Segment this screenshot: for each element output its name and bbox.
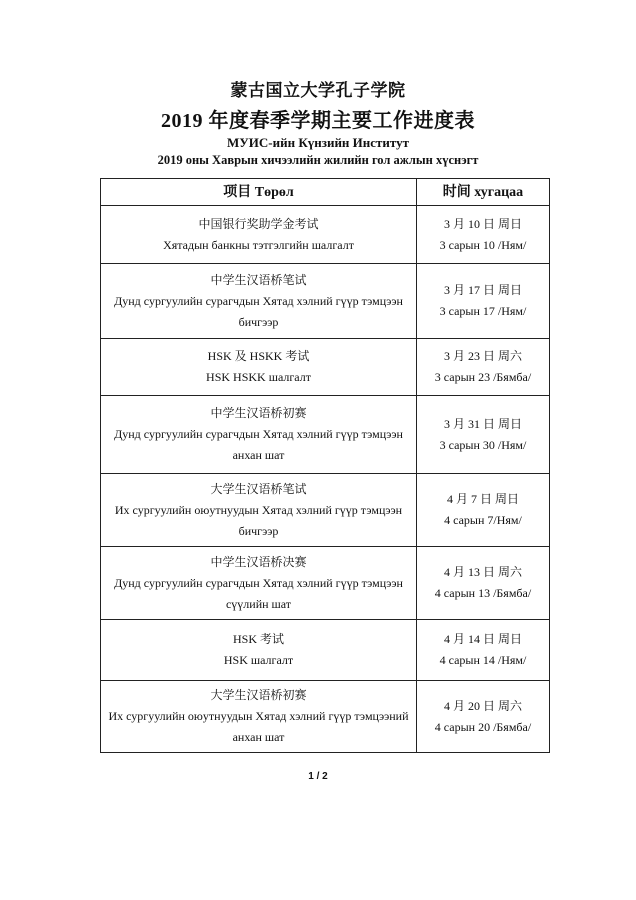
table-header-row: [101, 179, 550, 206]
item-cell: [101, 620, 417, 681]
item-zh: HSK 考试: [232, 632, 284, 646]
date-cell: [417, 264, 550, 339]
item-zh: 大学生汉语桥初赛: [210, 688, 307, 702]
item-cell: [101, 396, 417, 474]
subtitle-main-mn: 2019 оны Хаврын хичээлийн жилийн гол ажлын хүснэгт: [157, 153, 479, 167]
table-row: [101, 474, 550, 547]
date-zh: 4 月 7 日 周日: [446, 492, 519, 506]
date-mn: 3 сарын 17 /Ням/: [439, 304, 527, 318]
date-mn: 4 сарын 13 /Бямба/: [434, 586, 532, 600]
date-cell: [417, 547, 550, 620]
date-mn: 4 сарын 20 /Бямба/: [434, 719, 532, 734]
item-zh: HSK 及 HSKK 考试: [207, 349, 310, 363]
date-zh: 3 月 17 日 周日: [443, 283, 522, 297]
date-cell: [417, 339, 550, 396]
item-mn: HSK шалгалт: [223, 653, 294, 667]
table-row: [101, 206, 550, 264]
item-mn: Дунд сургуулийн сурагчдын Хятад хэлний гүүр тэмцээн анхан шат: [114, 427, 403, 462]
date-cell: [417, 396, 550, 474]
table-row: [101, 264, 550, 339]
title-main: 2019 年度春季学期主要工作进度表: [161, 110, 475, 132]
item-mn: HSK HSKK шалгалт: [206, 370, 311, 384]
date-mn: 3 сарын 10 /Ням/: [439, 237, 527, 252]
date-zh: 4 月 14 日 周日: [443, 632, 522, 646]
item-cell: [101, 339, 417, 396]
date-zh: 3 月 31 日 周日: [443, 416, 522, 431]
date-zh: 4 月 13 日 周六: [443, 565, 522, 579]
item-mn: Их сургуулийн оюутнуудын Хятад хэлний гүүр тэмцээн бичгээр: [114, 502, 403, 538]
date-mn: 4 сарын 7/Ням/: [444, 513, 522, 527]
item-zh: 中学生汉语桥决赛: [210, 554, 307, 569]
table-row: [101, 396, 550, 474]
item-cell: [101, 206, 417, 264]
page-number: 1 / 2: [308, 771, 328, 782]
date-zh: 3 月 23 日 周六: [443, 349, 522, 363]
date-cell: [417, 474, 550, 547]
item-cell: [101, 474, 417, 547]
schedule-table: [100, 178, 550, 753]
date-mn: 4 сарын 14 /Ням/: [439, 653, 527, 667]
table-row: [101, 681, 550, 753]
date-zh: 3 月 10 日 周日: [443, 216, 522, 231]
date-mn: 3 сарын 23 /Бямба/: [434, 370, 532, 384]
date-zh: 4 月 20 日 周六: [443, 698, 522, 713]
subtitle-institute-mn: МУИС-ийн Күнзийн Институт: [226, 135, 410, 150]
item-zh: 中国银行奖助学金考试: [198, 216, 319, 231]
table-row: [101, 339, 550, 396]
item-mn: Дунд сургуулийн сурагчдын Хятад хэлний гүүр тэмцээн сүүлийн шат: [114, 575, 403, 611]
header-item: 项目 Төрөл: [101, 179, 417, 206]
title-institute: 蒙古国立大学孔子学院: [230, 81, 406, 100]
header-date: 时间 хугацаа: [417, 179, 550, 206]
date-cell: [417, 681, 550, 753]
date-cell: [417, 206, 550, 264]
item-zh: 大学生汉语桥笔试: [210, 481, 307, 496]
date-mn: 3 сарын 30 /Ням/: [439, 437, 527, 452]
item-cell: [101, 264, 417, 339]
item-mn: Хятадын банкны тэтгэлгийн шалгалт: [163, 237, 354, 252]
item-zh: 中学生汉语桥笔试: [210, 272, 307, 287]
table-row: [101, 620, 550, 681]
item-cell: [101, 681, 417, 753]
table-row: [101, 547, 550, 620]
item-mn: Их сургуулийн оюутнуудын Хятад хэлний гүүр тэмцээний анхан шат: [108, 709, 409, 744]
item-mn: Дунд сургуулийн сурагчдын Хятад хэлний гүүр тэмцээн бичгээр: [114, 293, 403, 329]
date-cell: [417, 620, 550, 681]
item-cell: [101, 547, 417, 620]
item-zh: 中学生汉语桥初赛: [210, 406, 307, 420]
